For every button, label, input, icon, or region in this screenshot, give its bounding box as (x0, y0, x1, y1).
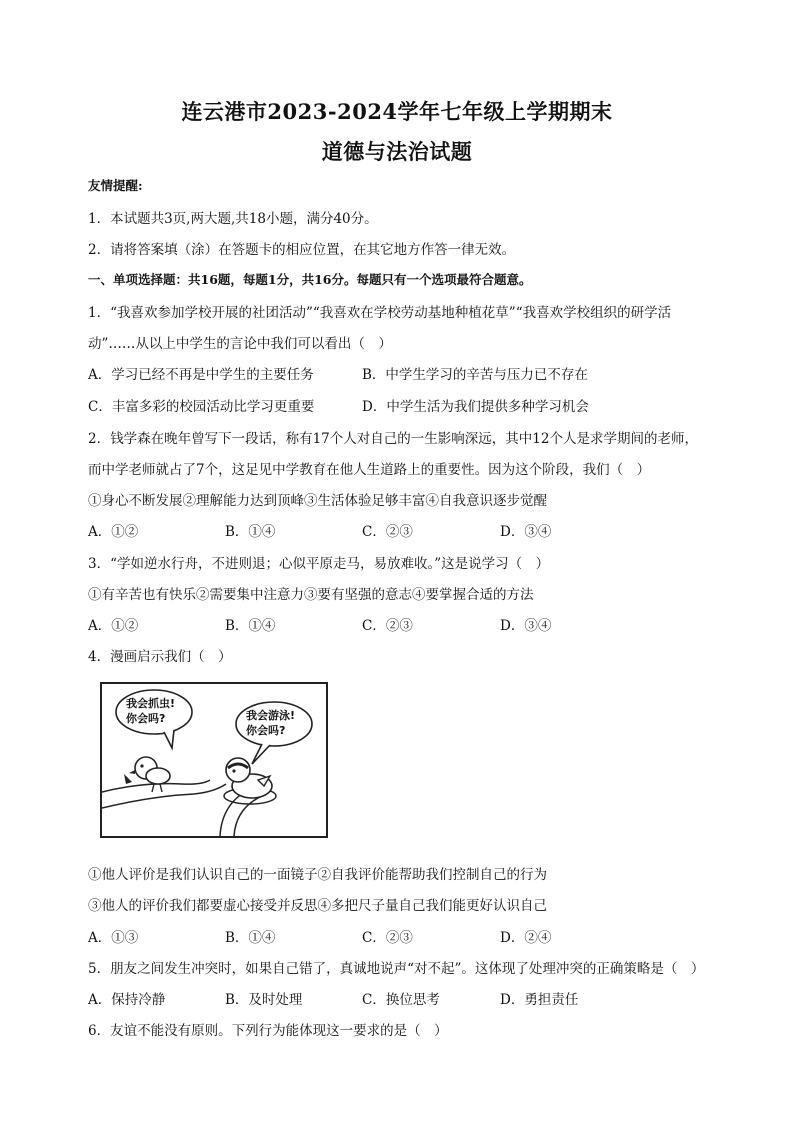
exam-title: 连云港市2023-2024学年七年级上学期期末 (181, 99, 613, 124)
q2-option-c: C．②③ (362, 524, 413, 540)
comic-bubble-left-line2: 你会吗? (126, 712, 166, 725)
comic-bubble-right-line1: 我会游泳! (246, 709, 296, 722)
q2-stem-line1: 2．钱学森在晚年曾写下一段话，称有17个人对自己的一生影响深远，其中12个人是求学期间的老师， (88, 431, 698, 447)
q3-option-b: B．①④ (225, 618, 276, 634)
q4-option-d: D．②④ (500, 930, 552, 946)
q1-option-c: C．丰富多彩的校园活动比学习更重要 (88, 399, 315, 415)
q4-option-a: A．①③ (88, 930, 139, 946)
q5-option-b: B．及时处理 (225, 992, 303, 1008)
comic-bubble-right-line2: 你会吗? (246, 724, 286, 737)
notice-heading: 友情提醒: (88, 178, 143, 193)
section-heading: 一、单项选择题：共16题，每题1分，共16分。每题只有一个选项最符合题意。 (88, 272, 532, 287)
notice-item-1: 1．本试题共3页,两大题,共18小题，满分40分。 (88, 211, 378, 227)
q4-stem: 4．漫画启示我们（ ） (88, 649, 232, 665)
q3-option-a: A．①② (88, 618, 139, 634)
q2-option-a: A．①② (88, 524, 139, 540)
comic-illustration (100, 682, 328, 838)
q4-statements-line1: ①他人评价是我们认识自己的一面镜子②自我评价能帮助我们控制自己的行为 (88, 867, 547, 883)
q1-stem-line1: 1．“我喜欢参加学校开展的社团活动”“我喜欢在学校劳动基地种植花草”“我喜欢学校组织的研学活 (88, 305, 672, 321)
q1-option-a: A．学习已经不再是中学生的主要任务 (88, 367, 314, 383)
q3-stem: 3．“学如逆水行舟，不进则退；心似平原走马，易放难收。”这是说学习（ ） (88, 556, 550, 572)
q5-stem: 5．朋友之间发生冲突时，如果自己错了，真诚地说声“对不起”。这体现了处理冲突的正确策略是（ ） (88, 961, 705, 977)
notice-item-2: 2．请将答案填（涂）在答题卡的相应位置，在其它地方作答一律无效。 (88, 242, 516, 258)
q2-option-d: D．③④ (500, 524, 552, 540)
q4-option-b: B．①④ (225, 930, 276, 946)
q2-option-b: B．①④ (225, 524, 276, 540)
exam-subtitle: 道德与法治试题 (321, 139, 473, 164)
q6-stem: 6．友谊不能没有原则。下列行为能体现这一要求的是（ ） (88, 1023, 448, 1039)
q3-option-d: D．③④ (500, 618, 552, 634)
q5-option-c: C．换位思考 (362, 992, 440, 1008)
q1-option-b: B．中学生学习的辛苦与压力已不存在 (362, 367, 588, 383)
q1-option-d: D．中学生活为我们提供多种学习机会 (362, 399, 589, 415)
comic-bubble-left-line1: 我会抓虫! (126, 697, 176, 710)
q5-option-d: D．勇担责任 (500, 992, 579, 1008)
q4-option-c: C．②③ (362, 930, 413, 946)
q3-statements: ①有辛苦也有快乐②需要集中注意力③要有坚强的意志④要掌握合适的方法 (88, 587, 534, 603)
q3-option-c: C．②③ (362, 618, 413, 634)
q2-stem-line2: 而中学老师就占了7个，这足见中学教育在他人生道路上的重要性。因为这个阶段，我们（ ） (88, 462, 651, 478)
q4-statements-line2: ③他人的评价我们都要虚心接受并反思④多把尺子量自己我们能更好认识自己 (88, 898, 547, 914)
q1-stem-line2: 动”……从以上中学生的言论中我们可以看出（ ） (88, 336, 392, 352)
q2-statements: ①身心不断发展②理解能力达到顶峰③生活体验足够丰富④自我意识逐步觉醒 (88, 493, 547, 509)
q5-option-a: A．保持冷静 (88, 992, 166, 1008)
